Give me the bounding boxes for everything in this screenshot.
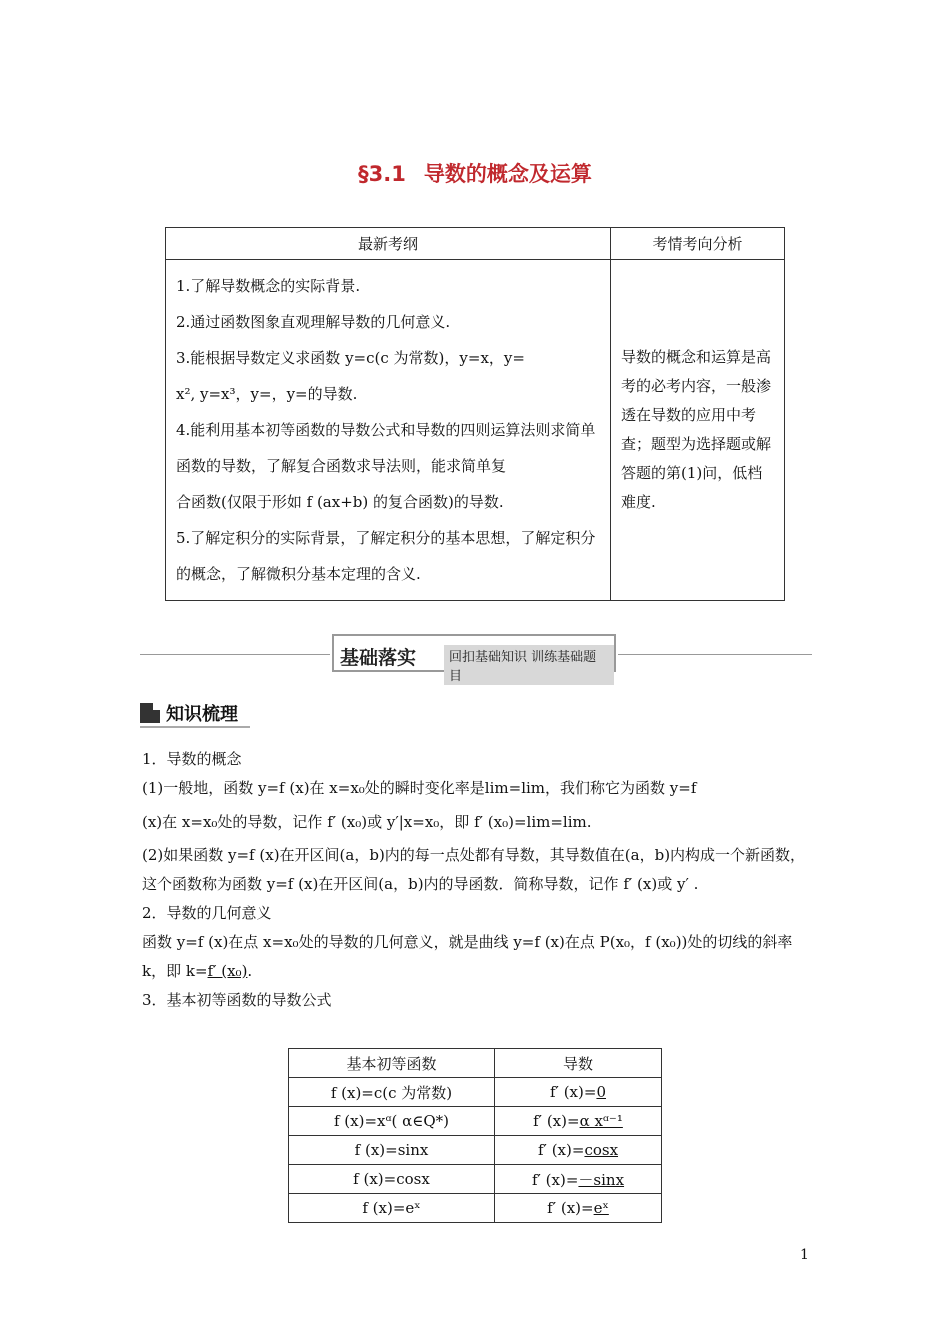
derivative-cell [495,1107,662,1136]
table-row [289,1194,662,1223]
heading-geometric-meaning: 2．导数的几何意义 [142,904,272,922]
banner-box [332,634,616,684]
derivative-prefix: f′ (x)= [547,1199,594,1217]
banner-rule-left [140,654,330,655]
function-cell: f (x)=cosx [289,1165,495,1194]
section-number: §3.1 [358,162,406,186]
derivative-cell [495,1194,662,1223]
derivative-prefix: f′ (x)= [549,1083,597,1101]
paragraph [142,928,812,986]
derivative-prefix: f′ (x)= [537,1141,585,1159]
table-row [289,1136,662,1165]
function-header: 基本初等函数 [289,1049,495,1078]
page-title [0,158,950,188]
syllabus-table [165,227,785,601]
analysis-text: 导数的概念和运算是高考的必考内容，一般渗透在导数的应用中考查；题型为选择题或解答题的第(1)问，低档难度. [611,260,785,601]
derivative-prefix: f′ (x)= [531,1170,579,1189]
section-banner [140,634,812,684]
heading-underline [140,726,250,728]
derivative-header: 导数 [495,1049,662,1078]
text-span: . [247,962,253,980]
derivative-answer: cosx [584,1141,619,1159]
table-row [289,1107,662,1136]
table-row [289,1078,662,1107]
table-row [289,1165,662,1194]
section-title-text: 导数的概念及运算 [423,162,592,186]
syllabus-item: x², y=x³，y=，y=的导数. [176,385,358,403]
function-cell: f (x)=sinx [289,1136,495,1165]
page-number: 1 [800,1247,809,1263]
paragraph: (x)在 x=x₀处的导数，记作 f′ (x₀)或 y′|x=x₀，即 f′ (x₀)=lim=lim. [142,813,592,831]
banner-title: 基础落实 [340,647,417,669]
derivative-answer: 0 [596,1083,606,1101]
paragraph: (1)一般地，函数 y=f (x)在 x=x₀处的瞬时变化率是lim=lim，我们称它为函数 y=f [142,779,697,797]
heading-derivative-concept: 1．导数的概念 [142,750,242,768]
banner-rule-right [618,654,812,655]
derivative-prefix: f′ (x)= [533,1112,580,1130]
banner-tag: 回扣基础知识 训练基础题目 [444,645,614,685]
derivative-answer: eˣ [593,1199,609,1217]
paragraph: (2)如果函数 y=f (x)在开区间(a，b)内的每一点处都有导数，其导数值在(a，b)内构成一个新函数，这个函数称为函数 y=f (x)在开区间(a，b)内的导函数．简称导数，记作 f′ (x)或 y′ . [142,846,806,893]
function-cell: f (x)=xᵅ( α∈Q*) [289,1107,495,1136]
derivative-formula-table [288,1048,662,1223]
syllabus-item: 5.了解定积分的实际背景，了解定积分的基本思想，了解定积分的概念，了解微积分基本定理的含义. [176,529,596,583]
derivative-answer: α xᵅ⁻¹ [579,1112,623,1130]
syllabus-item: 4.能利用基本初等函数的导数公式和导数的四则运算法则求简单函数的导数，了解复合函数求导法则，能求简单复 [176,421,596,475]
analysis-header: 考情考向分析 [611,228,785,260]
syllabus-item: 3.能根据导数定义求函数 y=c(c 为常数)，y=x，y= [176,349,525,367]
derivative-cell [495,1078,662,1107]
function-cell: f (x)=eˣ [289,1194,495,1223]
syllabus-header: 最新考纲 [166,228,611,260]
content-body [142,745,812,1015]
syllabus-item: 2.通过函数图象直观理解导数的几何意义. [176,313,451,331]
derivative-answer: －sinx [578,1170,625,1189]
text-span: 函数 y=f (x)在点 x=x₀处的导数的几何意义，就是曲线 y=f (x)在点 P(x₀，f (x₀))处的切线的斜率 k，即 k= [142,933,793,980]
syllabus-item: 合函数(仅限于形如 f (ax+b) 的复合函数)的导数. [176,493,504,511]
answer-blank: f′ (x₀) [207,962,248,980]
knowledge-heading-label: 知识梳理 [166,704,238,725]
derivative-cell [495,1165,662,1194]
heading-derivative-formulas: 3．基本初等函数的导数公式 [142,991,332,1009]
derivative-cell [495,1136,662,1165]
syllabus-items [166,260,611,601]
syllabus-item: 1.了解导数概念的实际背景. [176,277,361,295]
square-icon [140,703,160,723]
function-cell: f (x)=c(c 为常数) [289,1078,495,1107]
